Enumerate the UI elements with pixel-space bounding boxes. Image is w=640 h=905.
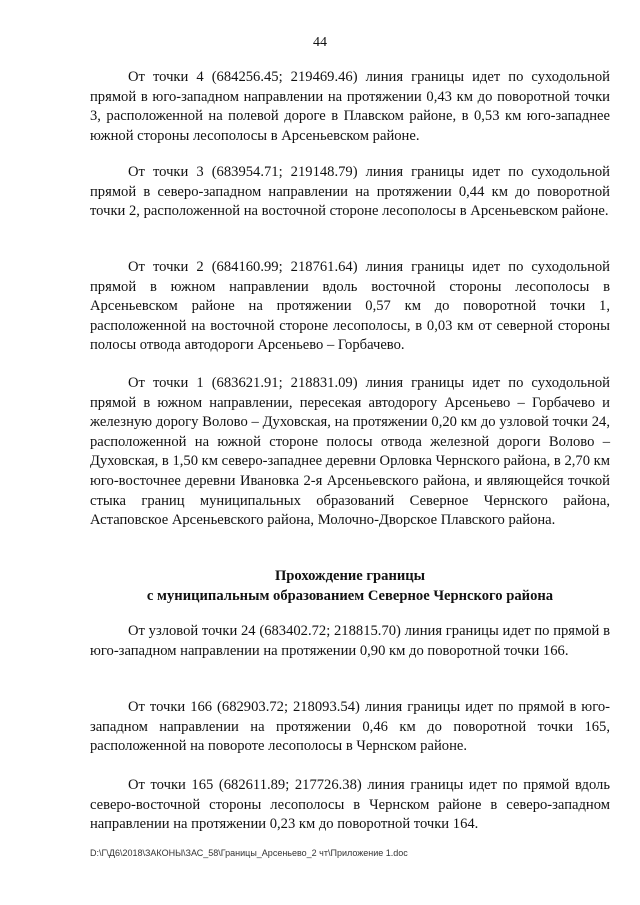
paragraph-point-165: От точки 165 (682611.89; 217726.38) линия границы идет по прямой вдоль северо-восточной стороны лесополосы в Чернском районе в северо-западном направлении на протяжении 0,23 км до поворотной точки 164. (90, 777, 610, 833)
paragraph-point-4: От точки 4 (684256.45; 219469.46) линия границы идет по суходольной прямой в юго-западном направлении на протяжении 0,43 км до поворотной точки 3, расположенной на полевой дороге в Плавском районе, в 0,53 км юго-западнее южной стороны лесополосы в Арсеньевском районе. (90, 69, 610, 144)
paragraph-point-1: От точки 1 (683621.91; 218831.09) линия границы идет по суходольной прямой в южном направлении, пересекая автодорогу Арсеньево – Горбачево и железную дорогу Волово – Духовская, на протяжении 0,20 км до узловой точки 24, расположенной на южной стороне полосы отвода железной дороги Волово – Духовская, в 1,50 км северо-западнее деревни Орловка Чернского района, в 2,70 км юго-восточнее деревни Ивановка 2-я Арсеньевского района, и являющейся точкой стыка границ муниципальных образований Северное Чернского района, Астаповское Арсеньевского района, Молочно-Дворское Плавского района. (90, 375, 610, 529)
paragraph-node-24: От узловой точки 24 (683402.72; 218815.70) линия границы идет по прямой в юго-западном направлении на протяжении 0,90 км до поворотной точки 166. (90, 623, 610, 659)
paragraph-point-2: От точки 2 (684160.99; 218761.64) линия границы идет по суходольной прямой в южном направлении вдоль восточной стороны лесополосы в Арсеньевском районе на протяжении 0,57 км до поворотной точки 1, расположенной на восточной стороне лесополосы, в 0,03 км от северной стороны полосы отвода автодороги Арсеньево – Горбачево. (90, 259, 610, 354)
file-path-footer: D:\Г\Д6\2018\ЗАКОНЫ\ЗАС_58\Границы_Арсеньево_2 чт\Приложение 1.doc (90, 848, 408, 858)
section-heading (90, 567, 610, 606)
section-heading-line-2: с муниципальным образованием Северное Чернского района (146, 587, 554, 604)
paragraph-point-166: От точки 166 (682903.72; 218093.54) линия границы идет по прямой в юго-западном направлении на протяжении 0,46 км до поворотной точки 165, расположенной на повороте лесополосы в Чернском районе. (90, 699, 610, 755)
page-number: 44 (313, 35, 327, 50)
paragraph-point-3: От точки 3 (683954.71; 219148.79) линия границы идет по суходольной прямой в северо-западном направлении на протяжении 0,44 км до поворотной точки 2, расположенной на восточной стороне лесополосы в Арсеньевском районе. (90, 164, 610, 220)
section-heading-line-1: Прохождение границы (274, 568, 426, 584)
